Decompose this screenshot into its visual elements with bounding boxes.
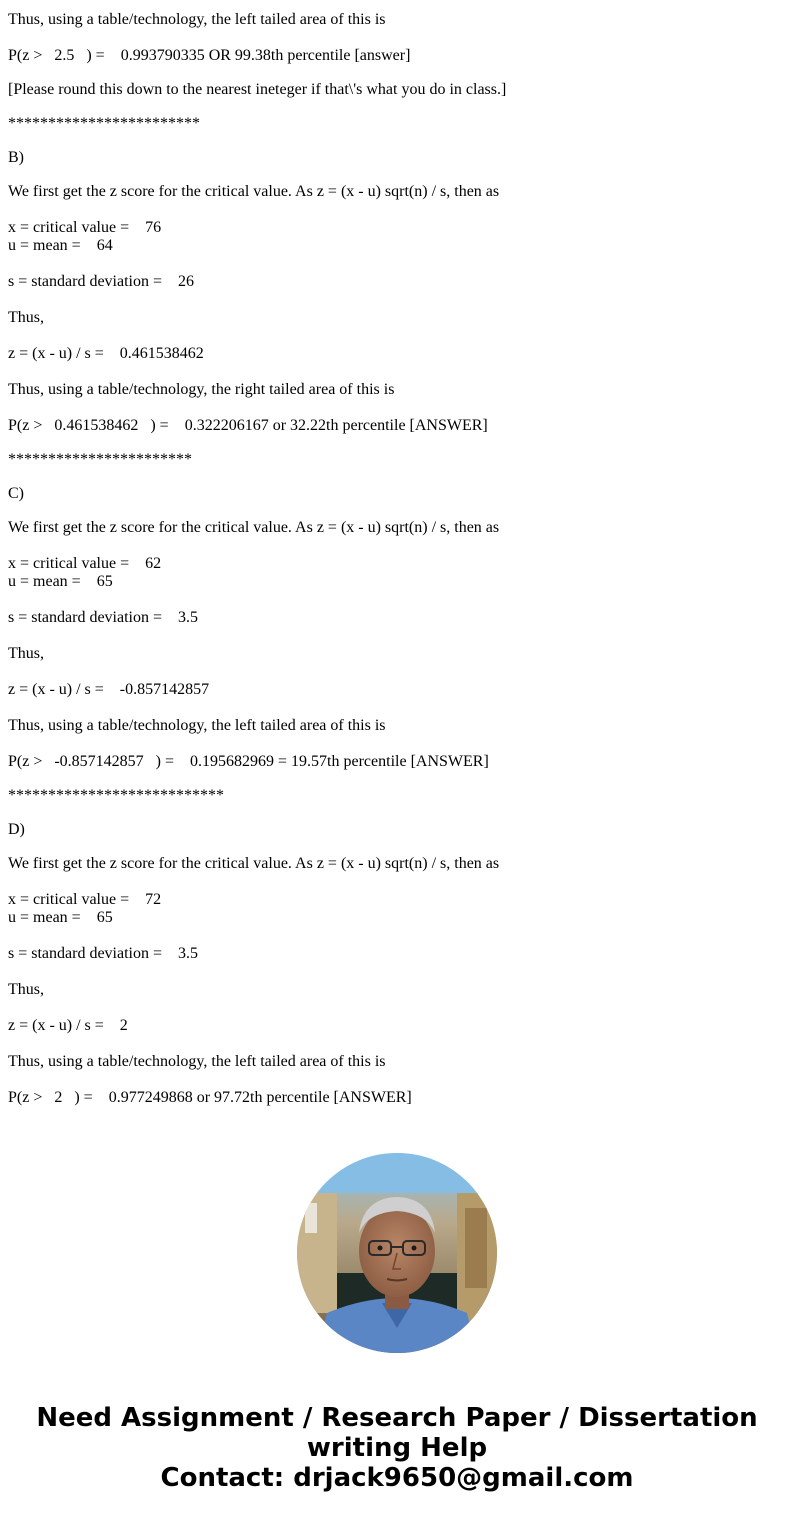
text-line: We first get the z score for the critical value. As z = (x - u) sqrt(n) / s, then as [8, 855, 500, 872]
text-line: We first get the z score for the critical value. As z = (x - u) sqrt(n) / s, then as [8, 183, 500, 200]
text-line: x = critical value = 76 [8, 219, 162, 236]
separator-line: *************************** [8, 787, 224, 804]
text-line: Thus, [8, 981, 44, 998]
text-line: [Please round this down to the nearest ineteger if that\'s what you do in class.] [8, 81, 507, 98]
text-line: Thus, using a table/technology, the left tailed area of this is [8, 11, 386, 28]
text-line: Thus, using a table/technology, the left tailed area of this is [8, 1053, 386, 1070]
answer-line: P(z > -0.857142857 ) = 0.195682969 = 19.57th percentile [ANSWER] [8, 753, 489, 770]
text-line: z = (x - u) / s = 0.461538462 [8, 345, 204, 362]
text-line: P(z > 2.5 ) = 0.993790335 OR 99.38th percentile [answer] [8, 47, 411, 64]
contact-email: Contact: drjack9650@gmail.com [160, 1463, 634, 1493]
separator-line: ************************ [8, 115, 200, 132]
text-line: s = standard deviation = 3.5 [8, 609, 199, 626]
text-line: u = mean = 64 [8, 237, 113, 254]
banner-line: Need Assignment / Research Paper / Dissertation [36, 1403, 758, 1433]
section-heading: B) [8, 149, 24, 166]
text-line: s = standard deviation = 3.5 [8, 945, 199, 962]
answer-line: P(z > 2 ) = 0.977249868 or 97.72th percentile [ANSWER] [8, 1089, 412, 1106]
text-line: Thus, using a table/technology, the right tailed area of this is [8, 381, 395, 398]
text-line: x = critical value = 72 [8, 891, 162, 908]
text-line: Thus, using a table/technology, the left tailed area of this is [8, 717, 386, 734]
text-line: Thus, [8, 645, 44, 662]
text-line: u = mean = 65 [8, 909, 113, 926]
text-line: Thus, [8, 309, 44, 326]
banner-line: writing Help [306, 1433, 488, 1463]
contact-banner [0, 1403, 794, 1493]
text-line: u = mean = 65 [8, 573, 113, 590]
portrait-image [297, 1153, 497, 1353]
text-line: z = (x - u) / s = -0.857142857 [8, 681, 210, 698]
text-line: s = standard deviation = 26 [8, 273, 195, 290]
text-line: We first get the z score for the critical value. As z = (x - u) sqrt(n) / s, then as [8, 519, 500, 536]
answer-line: P(z > 0.461538462 ) = 0.322206167 or 32.22th percentile [ANSWER] [8, 417, 488, 434]
separator-line: *********************** [8, 451, 192, 468]
text-line: z = (x - u) / s = 2 [8, 1017, 128, 1034]
section-heading: C) [8, 485, 24, 502]
text-line: x = critical value = 62 [8, 555, 162, 572]
tutor-avatar [297, 1153, 497, 1353]
section-heading: D) [8, 821, 25, 838]
